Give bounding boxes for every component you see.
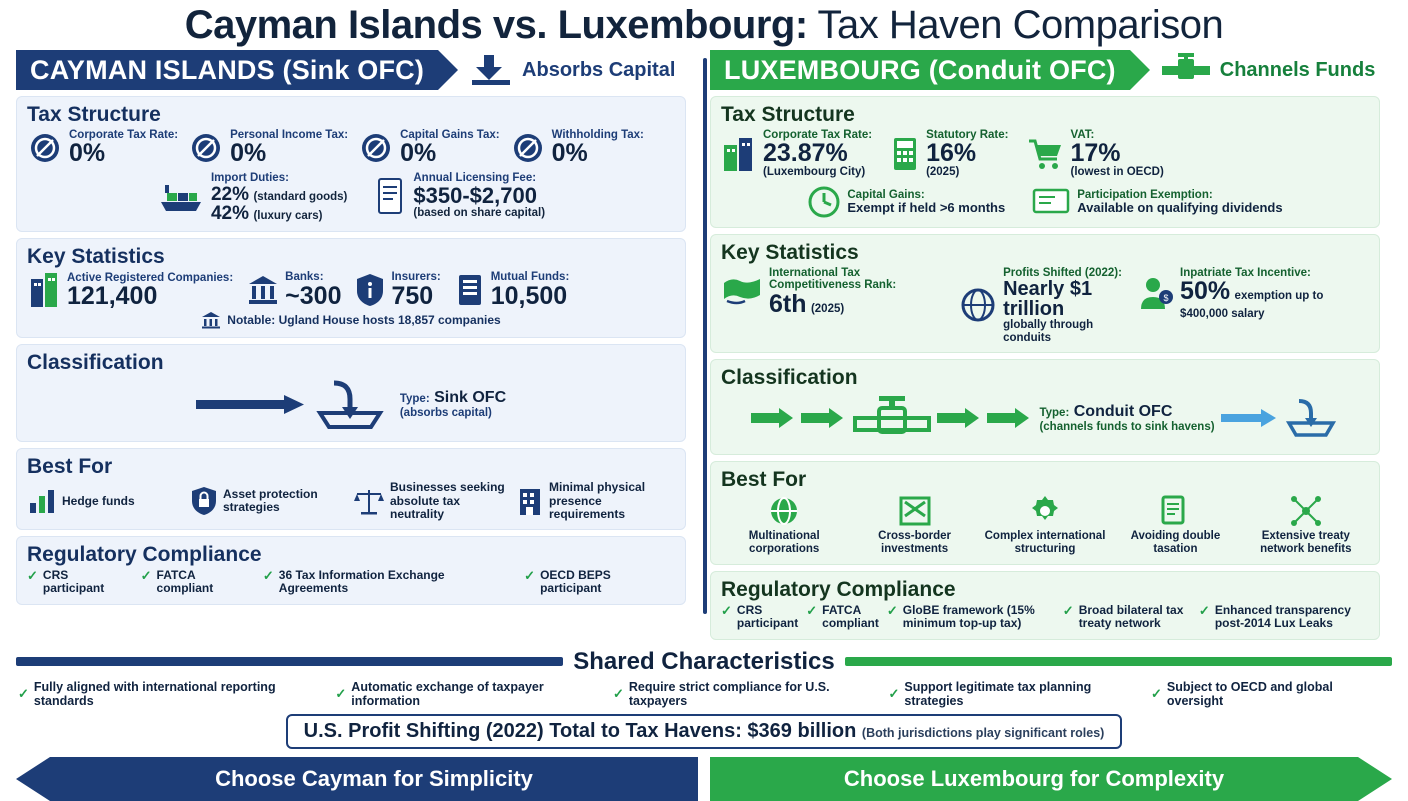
shared-text-1: Fully aligned with international reporting standards [33,679,276,708]
cayman-best-for-text-3: Businesses seeking absolute tax neutrality [390,480,505,521]
cayman-best-for-text-4: Minimal physical presence requirements [549,480,646,521]
luxembourg-compliance-text-1: CRS participant [736,602,799,631]
cayman-best-for-text-2: Asset protection strategies [223,486,318,515]
luxembourg-rate-vat [1027,129,1164,179]
cayman-import-duty-luxury: 42% [210,203,249,225]
luxembourg-rate-vat-value: 17% [1070,139,1121,168]
luxembourg-compliance-item-4 [1063,604,1191,631]
check-icon: ✓ [1150,685,1162,701]
cayman-key-statistics-row [27,271,675,309]
check-icon: ✓ [886,602,898,618]
building-icon [516,485,544,517]
luxembourg-rate-statutory-label: Statutory Rate: [926,129,1009,141]
luxembourg-compliance-item-2 [806,604,879,631]
shared-item-4 [889,680,1151,708]
cayman-compliance-card [16,536,686,605]
choose-luxembourg-arrow[interactable] [710,757,1392,801]
cargo-ship-icon [157,181,205,215]
clock-icon [807,185,841,219]
luxembourg-type-label: Type: [1039,407,1070,420]
luxembourg-compliance-text-5: Enhanced transparency post-2014 Lux Leaks [1214,602,1351,631]
luxembourg-best-for-item-5 [1243,494,1369,556]
cayman-compliance-text-1: CRS participant [42,567,105,596]
cayman-tax-structure-card [16,96,686,232]
cayman-stat-mutual-funds-label: Mutual Funds: [490,271,570,284]
luxembourg-stat-rank-value: 6th [769,289,807,318]
sink-basin-icon [1283,398,1339,438]
cayman-stat-insurers-label: Insurers: [391,271,441,284]
cayman-licensing-value: $350-$2,700 [413,182,537,208]
cayman-rate-personal-value: 0% [230,139,267,168]
shared-characteristics-title: Shared Characteristics [573,647,835,675]
luxembourg-best-for-text-5: Extensive treaty network benefits [1260,530,1352,555]
cayman-import-duties-label: Import Duties: [210,172,289,185]
luxembourg-best-for-item-1 [721,494,847,556]
world-map-icon [721,273,763,311]
luxembourg-compliance-card [710,571,1380,640]
no-tax-icon [510,130,546,166]
cayman-type-text [400,389,506,419]
luxembourg-classification-card [710,359,1380,455]
cayman-stat-mutual-funds-value: 10,500 [490,281,568,310]
cayman-rate-personal [188,129,348,166]
cayman-classification-heading: Classification [27,351,164,375]
luxembourg-key-statistics-card [710,234,1380,353]
luxembourg-banner-arrow [1130,50,1150,90]
cayman-compliance-item-4 [524,569,675,596]
page-title-normal: Tax Haven Comparison [807,3,1224,47]
luxembourg-stat-inpatriate-label: Inpatriate Tax Incentive: [1180,266,1311,279]
cayman-rate-capital-gains-value: 0% [400,139,437,168]
cayman-best-for-card [16,448,686,530]
cayman-stat-insurers-value: 750 [391,281,434,310]
luxembourg-best-for-item-2 [851,494,977,556]
check-icon: ✓ [27,567,38,583]
check-icon: ✓ [806,602,818,618]
shared-text-3: Require strict compliance for U.S. taxpayers [628,679,830,708]
cayman-rate-corporate-value: 0% [69,139,106,168]
cayman-rate-capital-gains-label: Capital Gains Tax: [400,129,500,141]
luxembourg-compliance-text-4: Broad bilateral tax treaty network [1078,602,1184,631]
luxembourg-compliance-item-1 [721,604,798,631]
cayman-rate-withholding [510,129,644,166]
no-tax-icon [188,130,224,166]
cayman-classification-card [16,344,686,442]
cayman-best-for-item-1 [27,481,186,521]
cayman-column [16,50,698,646]
cayman-fees-row [27,172,675,223]
globe-icon [959,286,997,324]
check-icon: ✓ [262,567,274,583]
luxembourg-stat-rank-note: (2025) [810,302,845,315]
luxembourg-classification-flow [721,392,1369,446]
cayman-tagline: Absorbs Capital [522,58,676,81]
cayman-stat-companies-value: 121,400 [67,282,158,311]
page-title-bold: Cayman Islands vs. Luxembourg: [184,3,808,47]
calculator-icon [890,135,920,173]
landmark-icon [201,311,221,329]
luxembourg-arrow-head [1358,757,1392,801]
luxembourg-best-for-text-3: Complex international structuring [984,530,1106,555]
profit-shifting-total-text: U.S. Profit Shifting (2022) Total to Tax Havens: $369 billion [303,719,857,742]
cayman-banner [16,50,686,90]
cayman-stat-companies-label: Active Registered Companies: [67,271,234,284]
cayman-notable-text: Notable: Ugland House hosts 18,857 companies [227,313,501,328]
luxembourg-rate-statutory [890,129,1008,179]
cayman-type-note: (absorbs capital) [399,407,492,420]
luxembourg-participation-label: Participation Exemption: [1077,188,1213,201]
cayman-classification-flow [27,377,675,433]
cross-border-icon [898,494,932,528]
luxembourg-capital-gains-label: Capital Gains: [847,188,925,201]
luxembourg-best-for-card [710,461,1380,565]
luxembourg-rate-corporate-label: Corporate Tax Rate: [763,129,873,141]
cayman-notable [27,311,675,329]
cayman-stat-banks-label: Banks: [285,271,324,284]
cayman-rate-withholding-label: Withholding Tax: [551,129,644,141]
luxembourg-stat-rank [721,267,949,317]
luxembourg-tax-structure-card [710,96,1380,228]
document-shield-icon [1159,494,1191,528]
fund-folder-icon [455,272,485,308]
shared-characteristics-header [0,646,1408,676]
cayman-import-duty-standard: 22% [210,183,249,205]
cayman-compliance-text-2: FATCA compliant [156,567,214,596]
luxembourg-column [698,50,1380,646]
flow-arrow-icon [1221,408,1277,428]
shared-item-2 [335,680,613,708]
luxembourg-banner [710,50,1380,90]
shared-text-2: Automatic exchange of taxpayer information [351,679,544,708]
check-icon: ✓ [612,685,624,701]
choose-cayman-label: Choose Cayman for Simplicity [50,757,698,801]
luxembourg-compliance-heading: Regulatory Compliance [721,577,956,601]
luxembourg-best-for-item-3 [982,494,1108,556]
luxembourg-rate-corporate-value: 23.87% [763,139,848,168]
cayman-stat-banks-value: ~300 [285,281,342,310]
cayman-banner-title: CAYMAN ISLANDS (Sink OFC) [16,50,438,90]
check-icon: ✓ [335,685,347,701]
cayman-best-for-item-2 [190,481,349,521]
shared-text-5: Subject to OECD and global oversight [1166,679,1333,708]
cayman-rate-corporate-label: Corporate Tax Rate: [69,129,179,141]
cayman-import-duty-luxury-note: (luxury cars) [253,210,323,223]
cayman-type-value: Sink OFC [434,389,507,407]
luxembourg-compliance-text-2: FATCA compliant [822,602,879,631]
luxembourg-capital-gains-value: Exempt if held >6 months [847,200,1006,215]
shared-bar-right [845,657,1392,666]
luxembourg-stat-inpatriate-note: exemption up to $400,000 salary [1180,290,1324,321]
cayman-stat-banks [247,271,341,308]
cayman-rate-personal-label: Personal Income Tax: [230,129,349,141]
cayman-rate-withholding-value: 0% [551,139,588,168]
luxembourg-best-for-text-2: Cross-border investments [878,530,952,555]
choose-cayman-arrow[interactable] [16,757,698,801]
luxembourg-best-for-heading: Best For [721,468,807,492]
lock-shield-icon [190,485,218,517]
luxembourg-best-for-row [721,494,1369,556]
luxembourg-stat-profits [959,267,1128,344]
luxembourg-type-note: (channels funds to sink havens) [1039,421,1215,434]
cayman-key-statistics-heading: Key Statistics [27,245,165,269]
luxembourg-compliance-item-5 [1199,604,1369,631]
luxembourg-compliance-item-3 [887,604,1055,631]
cayman-rate-capital-gains [358,129,499,166]
check-icon: ✓ [1198,602,1210,618]
luxembourg-rate-vat-note: (lowest in OECD) [1070,166,1164,179]
pipe-valve-icon [853,394,931,442]
luxembourg-compliance-row [721,604,1369,631]
center-divider [703,58,707,614]
flow-arrow-icon [196,391,306,417]
document-fee-icon [373,176,407,216]
shared-item-1 [18,680,335,708]
download-arrow-icon [468,53,514,87]
bottom-recommendations [0,749,1408,801]
luxembourg-stat-rank-label: International Tax Competitiveness Rank: [769,266,897,292]
shared-text-4: Support legitimate tax planning strategies [904,679,1092,708]
profit-shifting-total-note: (Both jurisdictions play significant roles) [861,725,1105,740]
cayman-best-for-text-1: Hedge funds [62,493,135,508]
shield-info-icon [355,272,385,308]
cayman-compliance-item-2 [141,569,255,596]
sink-basin-icon [312,379,388,429]
cayman-stat-mutual-funds [455,271,570,308]
shared-characteristics-list [0,676,1408,708]
luxembourg-compliance-text-3: GloBE framework (15% minimum top-up tax) [902,602,1035,631]
luxembourg-tagline: Channels Funds [1219,58,1376,81]
luxembourg-stat-profits-value: Nearly $1 trillion [1003,278,1093,321]
cayman-stat-companies [27,271,233,309]
cayman-best-for-heading: Best For [27,455,113,479]
gear-globe-icon [1028,494,1062,528]
no-tax-icon [27,130,63,166]
cayman-tax-rates-row [27,129,675,166]
luxembourg-tax-rates-row [721,129,1369,179]
luxembourg-participation-value: Available on qualifying dividends [1077,200,1283,215]
luxembourg-classification-heading: Classification [721,366,858,390]
network-nodes-icon [1289,494,1323,528]
luxembourg-stat-profits-note: globally through conduits [1003,319,1094,344]
luxembourg-banner-title: LUXEMBOURG (Conduit OFC) [710,50,1130,90]
cayman-licensing-fee [373,172,545,219]
page-title [0,0,1408,46]
shared-item-3 [613,680,889,708]
luxembourg-best-for-text-4: Avoiding double tasation [1130,530,1221,555]
globe-network-icon [767,494,801,528]
cayman-compliance-heading: Regulatory Compliance [27,542,262,566]
scales-icon [353,485,385,517]
flow-arrow-icon [751,407,847,429]
svg-text:$: $ [1163,293,1169,304]
person-money-icon [1138,275,1174,313]
luxembourg-tax-structure-heading: Tax Structure [721,103,855,126]
luxembourg-capital-gains [807,185,1005,219]
luxembourg-rate-vat-label: VAT: [1070,129,1095,141]
no-tax-icon [358,130,394,166]
cayman-best-for-item-4 [516,481,675,521]
check-icon: ✓ [524,567,536,583]
shopping-cart-icon [1027,137,1065,171]
luxembourg-key-statistics-heading: Key Statistics [721,240,859,264]
total-wrap [0,708,1408,749]
cayman-compliance-item-1 [27,569,133,596]
choose-luxembourg-label: Choose Luxembourg for Complexity [710,757,1358,801]
cayman-import-duties [157,172,347,223]
luxembourg-rate-statutory-value: 16% [926,139,977,168]
luxembourg-best-for-item-4 [1112,494,1238,556]
luxembourg-best-for-text-1: Multinational corporations [748,530,820,555]
cayman-compliance-row [27,569,675,596]
cayman-key-statistics-card [16,238,686,338]
cayman-tax-structure-heading: Tax Structure [27,103,161,126]
cayman-compliance-item-3 [263,569,516,596]
luxembourg-participation-exemption [1031,185,1282,219]
check-icon: ✓ [18,685,29,701]
luxembourg-rate-corporate-note: (Luxembourg City) [763,166,866,179]
cayman-licensing-note: (based on share capital) [413,206,546,219]
luxembourg-rate-statutory-note: (2025) [926,166,960,179]
check-icon: ✓ [888,685,900,701]
check-icon: ✓ [1062,602,1074,618]
exemption-doc-icon [1031,185,1071,219]
luxembourg-extra-row [721,185,1369,219]
cayman-type-label: Type: [399,393,430,406]
check-icon: ✓ [721,602,732,618]
cayman-rate-corporate [27,129,178,166]
cayman-licensing-label: Annual Licensing Fee: [413,172,537,185]
luxembourg-key-statistics-row [721,267,1369,344]
cayman-stat-insurers [355,271,440,308]
bank-icon [247,273,279,307]
flow-arrow-icon [937,407,1033,429]
cayman-import-duty-standard-note: (standard goods) [253,190,348,203]
cayman-best-for-row [27,481,675,521]
luxembourg-stat-inpatriate [1138,267,1369,322]
cayman-banner-arrow [438,50,458,90]
luxembourg-stat-profits-label: Profits Shifted (2022): [1003,266,1122,279]
luxembourg-type-value: Conduit OFC [1073,403,1173,421]
shared-bar-left [16,657,563,666]
check-icon: ✓ [140,567,152,583]
office-building-icon [27,271,61,309]
pipe-valve-icon [1160,53,1212,87]
shared-item-5 [1151,680,1390,708]
corporate-building-icon [721,135,757,173]
luxembourg-type-text [1039,403,1214,433]
cayman-arrow-head [16,757,50,801]
luxembourg-stat-inpatriate-value: 50% [1180,277,1231,306]
luxembourg-rate-corporate [721,129,872,179]
bar-chart-icon [27,486,57,516]
cayman-best-for-item-3 [353,481,512,521]
profit-shifting-total [286,714,1123,749]
cayman-compliance-text-3: 36 Tax Information Exchange Agreements [278,567,445,596]
cayman-compliance-text-4: OECD BEPS participant [540,567,611,596]
